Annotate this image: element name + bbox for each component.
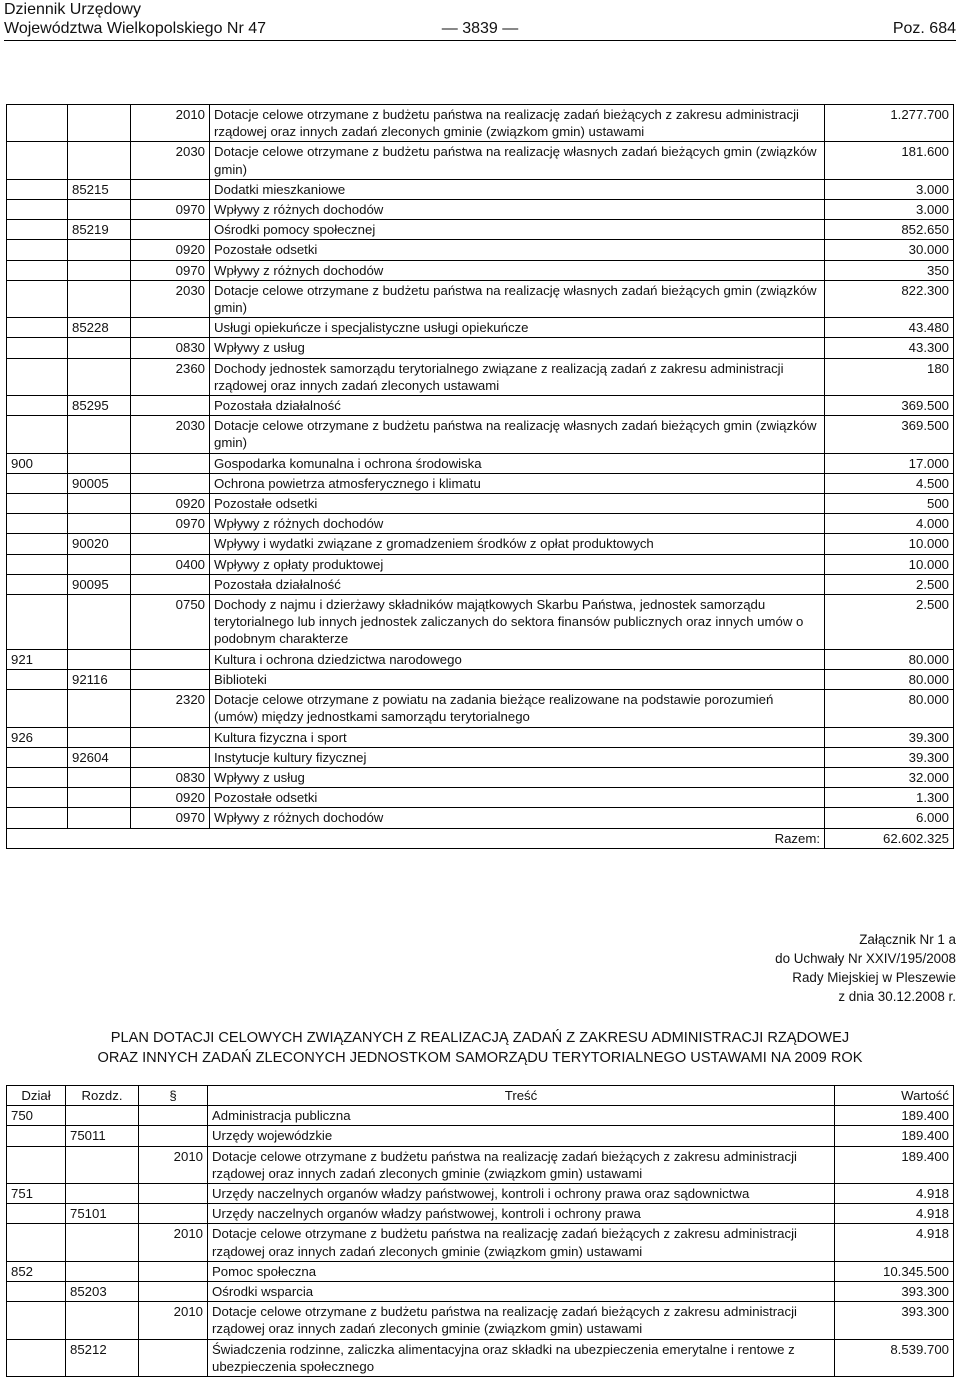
cell-tresc: Wpływy z opłaty produktowej xyxy=(210,554,825,574)
cell-paragraf: 2010 xyxy=(139,1146,208,1183)
table-row xyxy=(7,1126,954,1146)
cell-rozdzial xyxy=(68,554,131,574)
cell-rozdzial xyxy=(68,808,131,828)
cell-tresc: Usługi opiekuńcze i specjalistyczne usługi opiekuńcze xyxy=(210,318,825,338)
cell-dzial xyxy=(7,669,68,689)
annex-council: Rady Miejskiej w Pleszewie xyxy=(792,970,956,985)
cell-paragraf xyxy=(139,1126,208,1146)
cell-paragraf xyxy=(131,453,210,473)
cell-wartosc: 32.000 xyxy=(825,767,954,787)
cell-rozdzial xyxy=(66,1224,139,1261)
table-row xyxy=(7,179,954,199)
table-row xyxy=(7,260,954,280)
cell-rozdzial xyxy=(66,1261,139,1281)
cell-wartosc: 393.300 xyxy=(835,1282,954,1302)
cell-dzial xyxy=(7,318,68,338)
cell-dzial xyxy=(7,260,68,280)
cell-dzial xyxy=(7,200,68,220)
table-row xyxy=(7,220,954,240)
cell-paragraf xyxy=(139,1339,208,1376)
table-row xyxy=(7,318,954,338)
table-row xyxy=(7,105,954,142)
cell-paragraf xyxy=(139,1184,208,1204)
cell-paragraf xyxy=(131,179,210,199)
cell-wartosc: 369.500 xyxy=(825,416,954,453)
cell-tresc: Pomoc społeczna xyxy=(208,1261,835,1281)
cell-rozdzial xyxy=(68,142,131,179)
table-row xyxy=(7,416,954,453)
grants-plan-body xyxy=(7,1106,954,1377)
cell-rozdzial: 85215 xyxy=(68,179,131,199)
cell-wartosc: 4.000 xyxy=(825,514,954,534)
journal-title: Dziennik Urzędowy xyxy=(4,1,141,18)
cell-dzial xyxy=(7,1302,66,1339)
cell-paragraf: 2030 xyxy=(131,142,210,179)
cell-tresc: Urzędy naczelnych organów władzy państwowej, kontroli i ochrony prawa xyxy=(208,1204,835,1224)
cell-wartosc: 4.500 xyxy=(825,473,954,493)
table-row xyxy=(7,788,954,808)
table-row xyxy=(7,473,954,493)
cell-wartosc: 4.918 xyxy=(835,1184,954,1204)
cell-tresc: Dochody z najmu i dzierżawy składników majątkowych Skarbu Państwa, jednostek samorządu terytorialnego lub innych jednostek zaliczanych do sektora finansów publicznych oraz innych umów o podobnym charakterze xyxy=(210,595,825,650)
cell-paragraf xyxy=(139,1106,208,1126)
cell-paragraf: 2010 xyxy=(131,105,210,142)
annex-resolution: do Uchwały Nr XXIV/195/2008 xyxy=(775,951,956,966)
cell-paragraf xyxy=(139,1282,208,1302)
cell-dzial xyxy=(7,473,68,493)
cell-tresc: Gospodarka komunalna i ochrona środowiska xyxy=(210,453,825,473)
cell-paragraf xyxy=(131,396,210,416)
table-row xyxy=(7,338,954,358)
budget-table-continued xyxy=(6,104,954,849)
header-wartosc: Wartość xyxy=(835,1086,954,1106)
table-row xyxy=(7,554,954,574)
cell-tresc: Wpływy z różnych dochodów xyxy=(210,260,825,280)
cell-paragraf: 2360 xyxy=(131,358,210,395)
cell-wartosc: 4.918 xyxy=(835,1204,954,1224)
table-row xyxy=(7,453,954,473)
cell-tresc: Dochody jednostek samorządu terytorialnego związane z realizacją zadań z zakresu administracji rządowej oraz innych zadań zleconych ustawami xyxy=(210,358,825,395)
cell-tresc: Kultura fizyczna i sport xyxy=(210,727,825,747)
cell-paragraf xyxy=(131,220,210,240)
cell-tresc: Dotacje celowe otrzymane z budżetu państwa na realizację zadań bieżących z zakresu administracji rządowej oraz innych zadań zleconych gminie (związkom gmin) ustawami xyxy=(208,1302,835,1339)
cell-paragraf: 0400 xyxy=(131,554,210,574)
table-row xyxy=(7,1224,954,1261)
cell-tresc: Świadczenia rodzinne, zaliczka alimentacyjna oraz składki na ubezpieczenia emerytalne i rentowe z ubezpieczenia społecznego xyxy=(208,1339,835,1376)
cell-wartosc: 80.000 xyxy=(825,669,954,689)
table-row xyxy=(7,1302,954,1339)
table-row xyxy=(7,200,954,220)
cell-wartosc: 393.300 xyxy=(835,1302,954,1339)
cell-wartosc: 10.345.500 xyxy=(835,1261,954,1281)
cell-wartosc: 822.300 xyxy=(825,280,954,317)
cell-paragraf xyxy=(131,649,210,669)
cell-tresc: Pozostałe odsetki xyxy=(210,494,825,514)
page-number: — 3839 — xyxy=(441,20,519,37)
annex-note xyxy=(775,930,956,1006)
cell-dzial xyxy=(7,179,68,199)
cell-tresc: Urzędy naczelnych organów władzy państwowej, kontroli i ochrony prawa oraz sądownictwa xyxy=(208,1184,835,1204)
cell-paragraf: 2320 xyxy=(131,690,210,727)
cell-rozdzial xyxy=(68,105,131,142)
cell-paragraf xyxy=(131,747,210,767)
table-row xyxy=(7,1204,954,1224)
cell-dzial xyxy=(7,416,68,453)
cell-tresc: Ochrona powietrza atmosferycznego i klimatu xyxy=(210,473,825,493)
header-rozdzial: Rozdz. xyxy=(66,1086,139,1106)
cell-tresc: Wpływy z różnych dochodów xyxy=(210,808,825,828)
table-row xyxy=(7,747,954,767)
cell-wartosc: 852.650 xyxy=(825,220,954,240)
cell-paragraf: 0970 xyxy=(131,260,210,280)
table-row xyxy=(7,514,954,534)
total-row xyxy=(7,828,954,848)
plan-title-line2: ORAZ INNYCH ZADAŃ ZLECONYCH JEDNOSTKOM SAMORZĄDU TERYTORIALNEGO USTAWAMI NA 2009 ROK xyxy=(97,1050,863,1066)
cell-rozdzial: 90095 xyxy=(68,574,131,594)
table-row xyxy=(7,494,954,514)
table-row xyxy=(7,1106,954,1126)
table-row xyxy=(7,1261,954,1281)
table-header-row xyxy=(7,1086,954,1106)
cell-wartosc: 10.000 xyxy=(825,534,954,554)
cell-dzial xyxy=(7,767,68,787)
cell-paragraf xyxy=(131,727,210,747)
cell-paragraf xyxy=(139,1204,208,1224)
table-row xyxy=(7,280,954,317)
cell-dzial xyxy=(7,808,68,828)
cell-rozdzial xyxy=(68,514,131,534)
cell-dzial: 852 xyxy=(7,1261,66,1281)
cell-rozdzial xyxy=(66,1106,139,1126)
cell-dzial: 926 xyxy=(7,727,68,747)
cell-wartosc: 80.000 xyxy=(825,690,954,727)
cell-wartosc: 2.500 xyxy=(825,574,954,594)
table-row xyxy=(7,358,954,395)
cell-paragraf: 0920 xyxy=(131,240,210,260)
cell-rozdzial: 92604 xyxy=(68,747,131,767)
cell-dzial: 921 xyxy=(7,649,68,669)
cell-rozdzial: 85219 xyxy=(68,220,131,240)
cell-dzial xyxy=(7,788,68,808)
cell-rozdzial: 92116 xyxy=(68,669,131,689)
page-header xyxy=(4,0,956,41)
cell-dzial xyxy=(7,574,68,594)
cell-dzial xyxy=(7,338,68,358)
plan-title xyxy=(0,1028,960,1068)
cell-wartosc: 10.000 xyxy=(825,554,954,574)
cell-tresc: Dotacje celowe otrzymane z budżetu państwa na realizację własnych zadań bieżących gmin (związków gmin) xyxy=(210,142,825,179)
cell-tresc: Pozostała działalność xyxy=(210,396,825,416)
cell-wartosc: 80.000 xyxy=(825,649,954,669)
cell-paragraf: 2010 xyxy=(139,1224,208,1261)
cell-rozdzial xyxy=(68,358,131,395)
cell-wartosc: 1.277.700 xyxy=(825,105,954,142)
table-row xyxy=(7,396,954,416)
table-row xyxy=(7,669,954,689)
header-dzial: Dział xyxy=(7,1086,66,1106)
table-row xyxy=(7,690,954,727)
cell-dzial xyxy=(7,1126,66,1146)
cell-dzial xyxy=(7,690,68,727)
cell-paragraf: 0920 xyxy=(131,788,210,808)
cell-rozdzial: 85203 xyxy=(66,1282,139,1302)
table-row xyxy=(7,240,954,260)
cell-tresc: Dotacje celowe otrzymane z budżetu państwa na realizację zadań bieżących z zakresu administracji rządowej oraz innych zadań zleconych gminie (związkom gmin) ustawami xyxy=(208,1224,835,1261)
cell-wartosc: 180 xyxy=(825,358,954,395)
cell-wartosc: 350 xyxy=(825,260,954,280)
cell-tresc: Pozostałe odsetki xyxy=(210,240,825,260)
table-row xyxy=(7,1339,954,1376)
cell-wartosc: 39.300 xyxy=(825,727,954,747)
cell-rozdzial xyxy=(68,453,131,473)
cell-paragraf: 0920 xyxy=(131,494,210,514)
cell-wartosc: 2.500 xyxy=(825,595,954,650)
cell-rozdzial: 85212 xyxy=(66,1339,139,1376)
cell-rozdzial xyxy=(68,200,131,220)
cell-dzial xyxy=(7,280,68,317)
cell-rozdzial xyxy=(68,240,131,260)
budget-table-body xyxy=(7,105,954,829)
annex-number: Załącznik Nr 1 a xyxy=(859,932,956,947)
cell-wartosc: 189.400 xyxy=(835,1126,954,1146)
cell-tresc: Dotacje celowe otrzymane z budżetu państwa na realizację zadań bieżących z zakresu administracji rządowej oraz innych zadań zleconych gminie (związkom gmin) ustawami xyxy=(208,1146,835,1183)
cell-dzial: 750 xyxy=(7,1106,66,1126)
cell-dzial xyxy=(7,514,68,534)
cell-rozdzial xyxy=(68,416,131,453)
cell-tresc: Ośrodki pomocy społecznej xyxy=(210,220,825,240)
cell-dzial: 900 xyxy=(7,453,68,473)
cell-rozdzial xyxy=(68,494,131,514)
cell-tresc: Dotacje celowe otrzymane z budżetu państwa na realizację własnych zadań bieżących gmin (związków gmin) xyxy=(210,280,825,317)
table-row xyxy=(7,1282,954,1302)
cell-dzial xyxy=(7,747,68,767)
cell-wartosc: 369.500 xyxy=(825,396,954,416)
cell-tresc: Wpływy z usług xyxy=(210,767,825,787)
plan-title-line1: PLAN DOTACJI CELOWYCH ZWIĄZANYCH Z REALIZACJĄ ZADAŃ Z ZAKRESU ADMINISTRACJI RZĄDOWEJ xyxy=(110,1030,850,1046)
cell-paragraf: 0830 xyxy=(131,338,210,358)
cell-rozdzial xyxy=(68,788,131,808)
cell-paragraf xyxy=(131,574,210,594)
table-row xyxy=(7,767,954,787)
table-row xyxy=(7,595,954,650)
cell-paragraf: 2030 xyxy=(131,280,210,317)
cell-rozdzial xyxy=(68,727,131,747)
header-tresc: Treść xyxy=(208,1086,835,1106)
cell-tresc: Ośrodki wsparcia xyxy=(208,1282,835,1302)
cell-rozdzial xyxy=(68,260,131,280)
position-number: Poz. 684 xyxy=(892,20,956,37)
cell-rozdzial: 75101 xyxy=(66,1204,139,1224)
cell-rozdzial xyxy=(68,690,131,727)
cell-paragraf xyxy=(131,318,210,338)
annex-date: z dnia 30.12.2008 r. xyxy=(838,989,956,1004)
cell-wartosc: 6.000 xyxy=(825,808,954,828)
cell-paragraf: 0970 xyxy=(131,514,210,534)
cell-tresc: Urzędy wojewódzkie xyxy=(208,1126,835,1146)
cell-rozdzial xyxy=(68,280,131,317)
cell-paragraf xyxy=(139,1261,208,1281)
cell-wartosc: 181.600 xyxy=(825,142,954,179)
cell-dzial xyxy=(7,1204,66,1224)
cell-dzial xyxy=(7,1224,66,1261)
cell-rozdzial xyxy=(68,767,131,787)
header-paragraf: § xyxy=(139,1086,208,1106)
grants-plan-table xyxy=(6,1085,954,1377)
table-row xyxy=(7,1146,954,1183)
cell-dzial xyxy=(7,494,68,514)
cell-dzial xyxy=(7,240,68,260)
cell-wartosc: 3.000 xyxy=(825,200,954,220)
cell-tresc: Instytucje kultury fizycznej xyxy=(210,747,825,767)
cell-wartosc: 39.300 xyxy=(825,747,954,767)
cell-dzial xyxy=(7,595,68,650)
cell-rozdzial xyxy=(68,595,131,650)
cell-paragraf xyxy=(131,534,210,554)
cell-rozdzial: 85228 xyxy=(68,318,131,338)
cell-tresc: Kultura i ochrona dziedzictwa narodowego xyxy=(210,649,825,669)
table-row xyxy=(7,1184,954,1204)
cell-rozdzial: 90020 xyxy=(68,534,131,554)
cell-paragraf: 0970 xyxy=(131,200,210,220)
cell-dzial xyxy=(7,534,68,554)
cell-rozdzial: 75011 xyxy=(66,1126,139,1146)
cell-dzial xyxy=(7,105,68,142)
cell-tresc: Wpływy z różnych dochodów xyxy=(210,514,825,534)
cell-tresc: Wpływy z usług xyxy=(210,338,825,358)
cell-wartosc: 8.539.700 xyxy=(835,1339,954,1376)
cell-wartosc: 43.480 xyxy=(825,318,954,338)
cell-tresc: Biblioteki xyxy=(210,669,825,689)
cell-tresc: Dotacje celowe otrzymane z budżetu państwa na realizację własnych zadań bieżących gmin (związków gmin) xyxy=(210,416,825,453)
cell-rozdzial xyxy=(66,1184,139,1204)
cell-paragraf: 2010 xyxy=(139,1302,208,1339)
cell-tresc: Pozostałe odsetki xyxy=(210,788,825,808)
cell-tresc: Dodatki mieszkaniowe xyxy=(210,179,825,199)
cell-tresc: Wpływy i wydatki związane z gromadzeniem środków z opłat produktowych xyxy=(210,534,825,554)
cell-wartosc: 30.000 xyxy=(825,240,954,260)
table-row xyxy=(7,649,954,669)
cell-wartosc: 1.300 xyxy=(825,788,954,808)
table-row xyxy=(7,142,954,179)
cell-wartosc: 189.400 xyxy=(835,1146,954,1183)
cell-dzial xyxy=(7,142,68,179)
cell-wartosc: 43.300 xyxy=(825,338,954,358)
cell-dzial xyxy=(7,1282,66,1302)
table-row xyxy=(7,574,954,594)
cell-dzial xyxy=(7,220,68,240)
cell-dzial xyxy=(7,1146,66,1183)
cell-tresc: Wpływy z różnych dochodów xyxy=(210,200,825,220)
cell-paragraf: 0970 xyxy=(131,808,210,828)
cell-tresc: Dotacje celowe otrzymane z budżetu państwa na realizację zadań bieżących z zakresu administracji rządowej oraz innych zadań zleconych gminie (związkom gmin) ustawami xyxy=(210,105,825,142)
cell-rozdzial xyxy=(66,1146,139,1183)
cell-dzial xyxy=(7,358,68,395)
table-row xyxy=(7,727,954,747)
cell-wartosc: 189.400 xyxy=(835,1106,954,1126)
cell-dzial xyxy=(7,396,68,416)
cell-rozdzial xyxy=(68,338,131,358)
cell-rozdzial: 85295 xyxy=(68,396,131,416)
cell-rozdzial: 90005 xyxy=(68,473,131,493)
cell-paragraf: 0750 xyxy=(131,595,210,650)
cell-rozdzial xyxy=(66,1302,139,1339)
cell-paragraf: 0830 xyxy=(131,767,210,787)
cell-paragraf xyxy=(131,669,210,689)
cell-rozdzial xyxy=(68,649,131,669)
table-row xyxy=(7,808,954,828)
total-label: Razem: xyxy=(7,828,825,848)
cell-dzial xyxy=(7,554,68,574)
cell-paragraf xyxy=(131,473,210,493)
cell-wartosc: 500 xyxy=(825,494,954,514)
total-value: 62.602.325 xyxy=(825,828,954,848)
cell-paragraf: 2030 xyxy=(131,416,210,453)
cell-tresc: Pozostała działalność xyxy=(210,574,825,594)
journal-subtitle: Województwa Wielkopolskiego Nr 47 xyxy=(4,20,267,37)
table-row xyxy=(7,534,954,554)
cell-dzial xyxy=(7,1339,66,1376)
cell-dzial: 751 xyxy=(7,1184,66,1204)
cell-wartosc: 4.918 xyxy=(835,1224,954,1261)
cell-wartosc: 17.000 xyxy=(825,453,954,473)
cell-tresc: Dotacje celowe otrzymane z powiatu na zadania bieżące realizowane na podstawie porozumień (umów) między jednostkami samorządu terytorialnego xyxy=(210,690,825,727)
cell-wartosc: 3.000 xyxy=(825,179,954,199)
cell-tresc: Administracja publiczna xyxy=(208,1106,835,1126)
